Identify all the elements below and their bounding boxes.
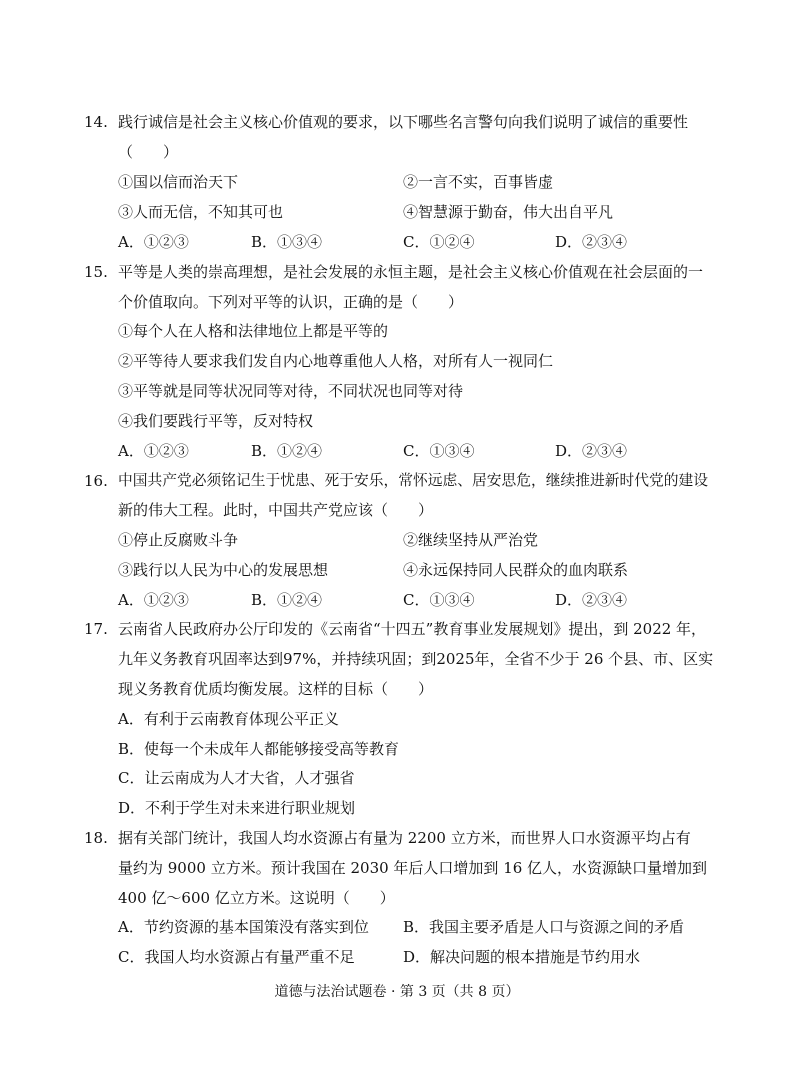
question-14-number: 14. xyxy=(84,113,108,131)
question-18-option-a: A．节约资源的基本国策没有落实到位 xyxy=(118,918,369,936)
question-15-statement-3: ③平等就是同等状况同等对待，不同状况也同等对待 xyxy=(118,382,464,400)
question-15-statement-4: ④我们要践行平等，反对特权 xyxy=(118,412,314,430)
question-14-option-c: C．①②④ xyxy=(403,233,475,251)
question-14-statement-4: ④智慧源于勤奋，伟大出自平凡 xyxy=(403,203,614,221)
question-18-text-line3: 400 亿～600 亿立方米。这说明（ ） xyxy=(118,889,395,907)
question-15-text-line2: 个价值取向。下列对平等的认识，正确的是（ ） xyxy=(118,293,464,311)
question-18-option-d: D．解决问题的根本措施是节约用水 xyxy=(403,948,641,966)
question-15-text: 平等是人类的崇高理想，是社会发展的永恒主题，是社会主义核心价值观在社会层面的一 xyxy=(118,263,704,281)
question-15-option-b: B．①②④ xyxy=(251,442,323,460)
question-18-option-b: B．我国主要矛盾是人口与资源之间的矛盾 xyxy=(403,918,685,936)
question-17-number: 17. xyxy=(84,620,108,638)
question-15-option-c: C．①③④ xyxy=(403,442,475,460)
page-footer: 道德与法治试题卷 · 第 3 页（共 8 页） xyxy=(274,984,520,1000)
question-17-text: 云南省人民政府办公厅印发的《云南省“十四五”教育事业发展规划》提出，到 2022 年， xyxy=(118,620,707,638)
question-18-text: 据有关部门统计，我国人均水资源占有量为 2200 立方米，而世界人口水资源平均占有 xyxy=(118,829,691,847)
question-18-option-c: C．我国人均水资源占有量严重不足 xyxy=(118,948,355,966)
question-17-option-c: C．让云南成为人才大省，人才强省 xyxy=(118,769,355,787)
question-15-option-a: A．①②③ xyxy=(118,442,189,460)
question-14-text: 践行诚信是社会主义核心价值观的要求，以下哪些名言警句向我们说明了诚信的重要性 xyxy=(118,113,689,131)
question-17-option-d: D．不利于学生对未来进行职业规划 xyxy=(118,799,356,817)
question-16-text-line2: 新的伟大工程。此时，中国共产党应该（ ） xyxy=(118,501,434,519)
question-17-option-a: A．有利于云南教育体现公平正义 xyxy=(118,710,339,728)
question-14-statement-1: ①国以信而治天下 xyxy=(118,173,239,191)
question-14-option-a: A．①②③ xyxy=(118,233,189,251)
question-17-option-b: B．使每一个未成年人都能够接受高等教育 xyxy=(118,740,400,758)
question-16-statement-1: ①停止反腐败斗争 xyxy=(118,531,239,549)
question-15-number: 15. xyxy=(84,263,108,281)
question-14-statement-3: ③人而无信，不知其可也 xyxy=(118,203,284,221)
question-16-option-a: A．①②③ xyxy=(118,591,189,609)
question-16-text: 中国共产党必须铭记生于忧患、死于安乐，常怀远虑、居安思危，继续推进新时代党的建设 xyxy=(118,472,708,489)
question-16-statement-4: ④永远保持同人民群众的血肉联系 xyxy=(403,561,629,579)
question-14-answer-blank: （ ） xyxy=(118,143,179,161)
question-18-text-line2: 量约为 9000 立方米。预计我国在 2030 年后人口增加到 16 亿人，水资源缺口量增加到 xyxy=(118,859,708,877)
question-16-statement-3: ③践行以人民为中心的发展思想 xyxy=(118,561,329,579)
question-16-number: 16. xyxy=(84,472,108,490)
question-16-option-c: C．①③④ xyxy=(403,591,475,609)
question-16-statement-2: ②继续坚持从严治党 xyxy=(403,531,539,549)
question-17-text-line3: 现义务教育优质均衡发展。这样的目标（ ） xyxy=(118,680,434,698)
question-16-option-d: D．②③④ xyxy=(555,591,628,609)
question-16-option-b: B．①②④ xyxy=(251,591,323,609)
question-14-option-d: D．②③④ xyxy=(555,233,628,251)
question-17-text-line2: 九年义务教育巩固率达到97%，并持续巩固；到2025年，全省不少于 26 个县、市、区实 xyxy=(118,650,714,668)
question-14-option-b: B．①③④ xyxy=(251,233,323,251)
question-15-option-d: D．②③④ xyxy=(555,442,628,460)
question-15-statement-2: ②平等待人要求我们发自内心地尊重他人人格，对所有人一视同仁 xyxy=(118,352,554,370)
question-14-statement-2: ②一言不实，百事皆虚 xyxy=(403,173,554,191)
question-15-statement-1: ①每个人在人格和法律地位上都是平等的 xyxy=(118,322,389,340)
question-18-number: 18. xyxy=(84,829,108,847)
